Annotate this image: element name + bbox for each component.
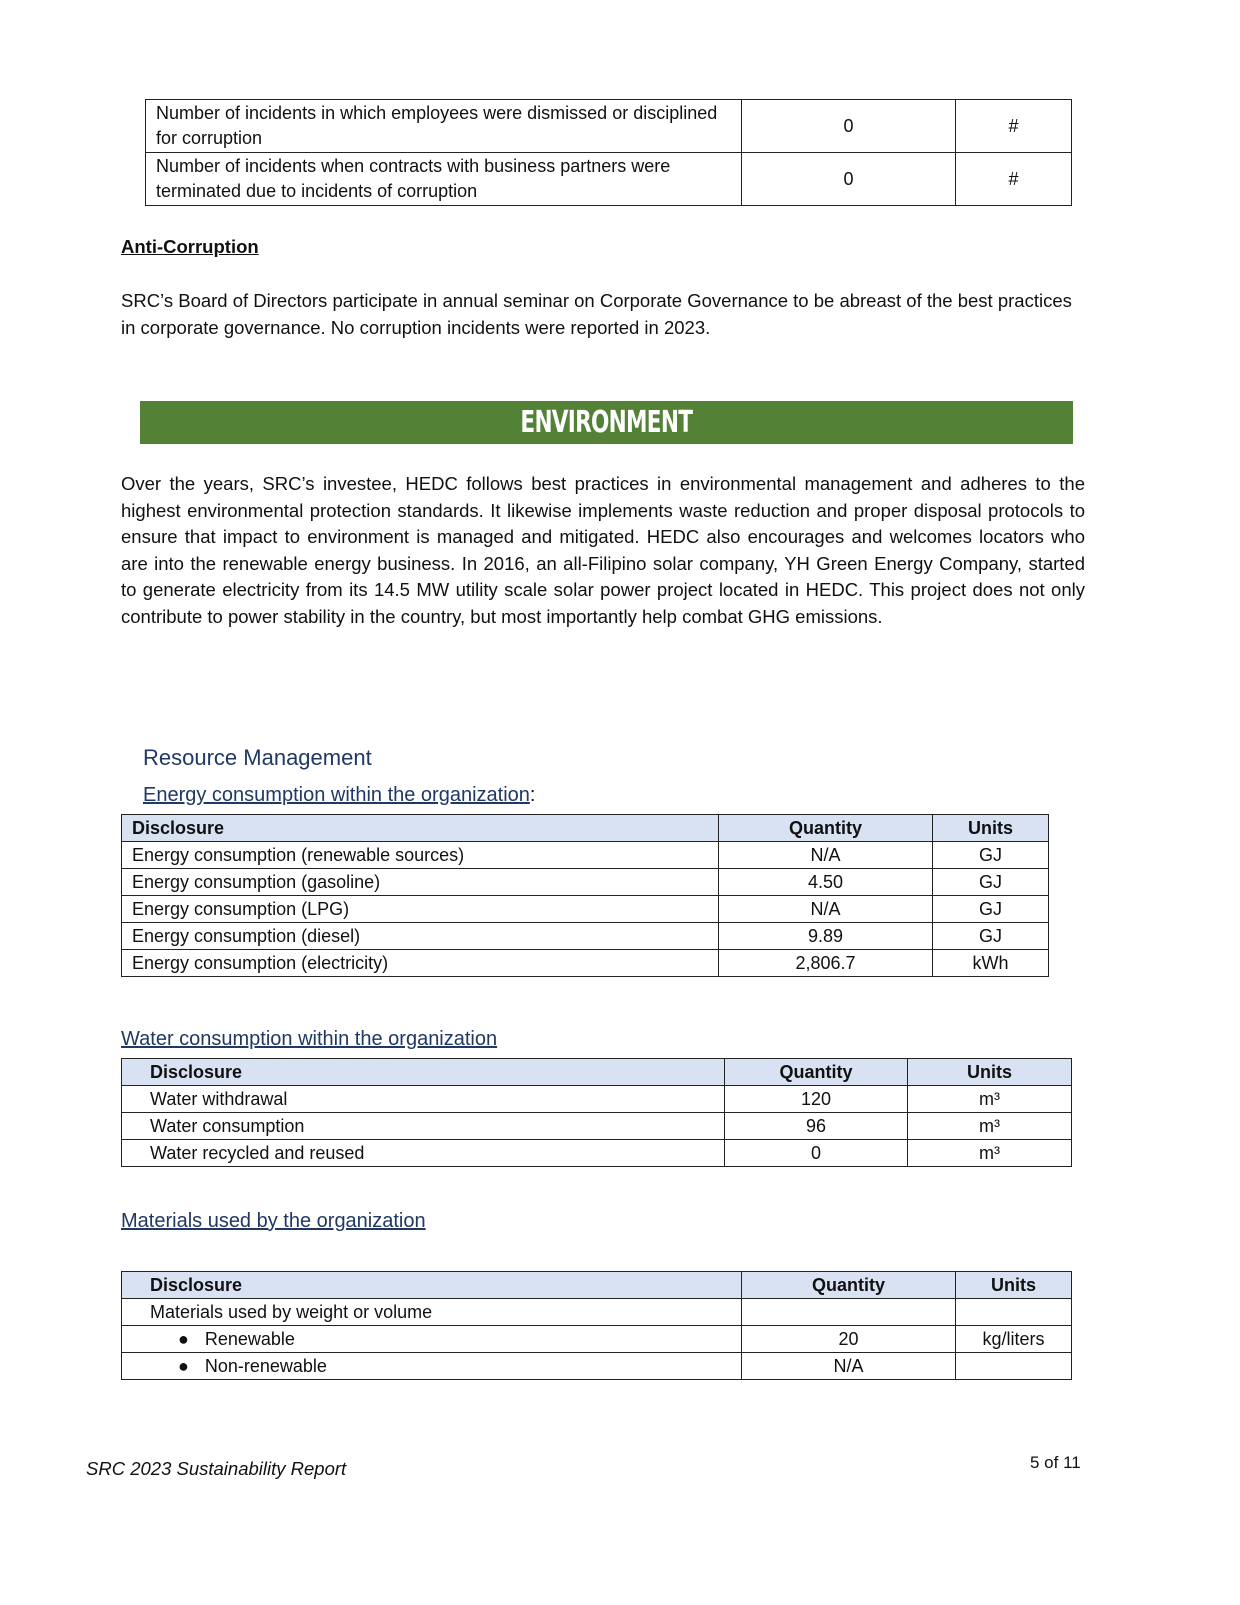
row-quantity: 0: [742, 100, 956, 153]
table-row: [122, 1299, 1072, 1326]
table-row: [122, 869, 1049, 896]
row-label: Water recycled and reused: [122, 1140, 725, 1167]
bullet-icon: ●: [178, 1356, 189, 1376]
row-unit: kg/liters: [956, 1326, 1072, 1353]
row-label: Energy consumption (renewable sources): [122, 842, 719, 869]
header-units: Units: [933, 815, 1049, 842]
row-unit: GJ: [933, 842, 1049, 869]
table-row: [122, 923, 1049, 950]
row-quantity: N/A: [719, 896, 933, 923]
table-header-row: [122, 815, 1049, 842]
table-row: [122, 842, 1049, 869]
row-quantity: 9.89: [719, 923, 933, 950]
row-label: Non-renewable: [204, 1356, 327, 1376]
row-label: Materials used by weight or volume: [122, 1299, 742, 1326]
materials-heading: Materials used by the organization: [121, 1210, 426, 1232]
row-label: Energy consumption (diesel): [122, 923, 719, 950]
row-label: Water consumption: [122, 1113, 725, 1140]
table-header-row: [122, 1272, 1072, 1299]
row-label: Energy consumption (gasoline): [122, 869, 719, 896]
table-row: [122, 1353, 1072, 1380]
energy-heading: Energy consumption within the organization: [143, 784, 530, 806]
row-unit: GJ: [933, 923, 1049, 950]
header-quantity: Quantity: [742, 1272, 956, 1299]
resource-management-heading: Resource Management: [143, 745, 372, 770]
row-label: Number of incidents when contracts with business partners were terminated due to incidents of corruption: [146, 153, 742, 206]
row-quantity: 96: [725, 1113, 908, 1140]
page-number: 5 of 11: [1030, 1453, 1081, 1472]
footer-title: SRC 2023 Sustainability Report: [86, 1458, 347, 1479]
row-quantity: 0: [742, 153, 956, 206]
water-heading: Water consumption within the organization: [121, 1028, 498, 1050]
table-header-row: [122, 1059, 1072, 1086]
header-disclosure: Disclosure: [122, 1272, 742, 1299]
table-row: [122, 1086, 1072, 1113]
row-unit: [956, 1299, 1072, 1326]
row-quantity: 0: [725, 1140, 908, 1167]
table-row: [146, 100, 1072, 153]
row-label: Energy consumption (electricity): [122, 950, 719, 977]
row-unit: kWh: [933, 950, 1049, 977]
row-quantity: N/A: [742, 1353, 956, 1380]
header-disclosure: Disclosure: [122, 815, 719, 842]
row-quantity: 4.50: [719, 869, 933, 896]
row-unit: #: [956, 153, 1072, 206]
anti-corruption-text: SRC’s Board of Directors participate in annual seminar on Corporate Governance to be abreast of the best practices in corporate governance. No corruption incidents were reported in 2023.: [121, 290, 1072, 338]
environment-text: Over the years, SRC’s investee, HEDC follows best practices in environmental management and adheres to the highest environmental protection standards. It likewise implements waste reduction and proper disposal protocols to ensure that impact to environment is managed and mitigated. HEDC also encourages and welcomes locators who are into the renewable energy business. In 2016, an all-Filipino solar company, YH Green Energy Company, started to generate electricity from its 14.5 MW utility scale solar power project located in HEDC. This project does not only contribute to power stability in the country, but most importantly help combat GHG emissions.: [121, 473, 1085, 627]
row-quantity: 120: [725, 1086, 908, 1113]
environment-banner-title: ENVIRONMENT: [520, 405, 693, 440]
materials-table: [121, 1271, 1072, 1380]
header-units: Units: [956, 1272, 1072, 1299]
row-label: Number of incidents in which employees were dismissed or disciplined for corruption: [146, 100, 742, 153]
row-unit: GJ: [933, 896, 1049, 923]
table-row: [122, 1113, 1072, 1140]
row-unit: GJ: [933, 869, 1049, 896]
environment-banner: [140, 401, 1073, 444]
row-unit: [956, 1353, 1072, 1380]
table-row: [122, 896, 1049, 923]
header-disclosure: Disclosure: [122, 1059, 725, 1086]
row-label: Energy consumption (LPG): [122, 896, 719, 923]
row-label: Water withdrawal: [122, 1086, 725, 1113]
row-quantity: N/A: [719, 842, 933, 869]
table-row: [122, 1326, 1072, 1353]
row-unit: m³: [908, 1113, 1072, 1140]
anti-corruption-heading: Anti-Corruption: [121, 236, 259, 257]
row-quantity: 2,806.7: [719, 950, 933, 977]
energy-heading-colon: :: [529, 784, 536, 806]
table-row: [122, 950, 1049, 977]
header-quantity: Quantity: [725, 1059, 908, 1086]
bullet-icon: ●: [178, 1329, 189, 1349]
row-label: Renewable: [204, 1329, 295, 1349]
row-unit: m³: [908, 1086, 1072, 1113]
corruption-table: [145, 99, 1072, 206]
row-quantity: 20: [742, 1326, 956, 1353]
table-row: [146, 153, 1072, 206]
energy-heading-wrap: [143, 784, 535, 807]
row-quantity: [742, 1299, 956, 1326]
table-row: [122, 1140, 1072, 1167]
energy-table: [121, 814, 1049, 977]
row-unit: m³: [908, 1140, 1072, 1167]
header-quantity: Quantity: [719, 815, 933, 842]
row-unit: #: [956, 100, 1072, 153]
header-units: Units: [908, 1059, 1072, 1086]
water-table: [121, 1058, 1072, 1167]
